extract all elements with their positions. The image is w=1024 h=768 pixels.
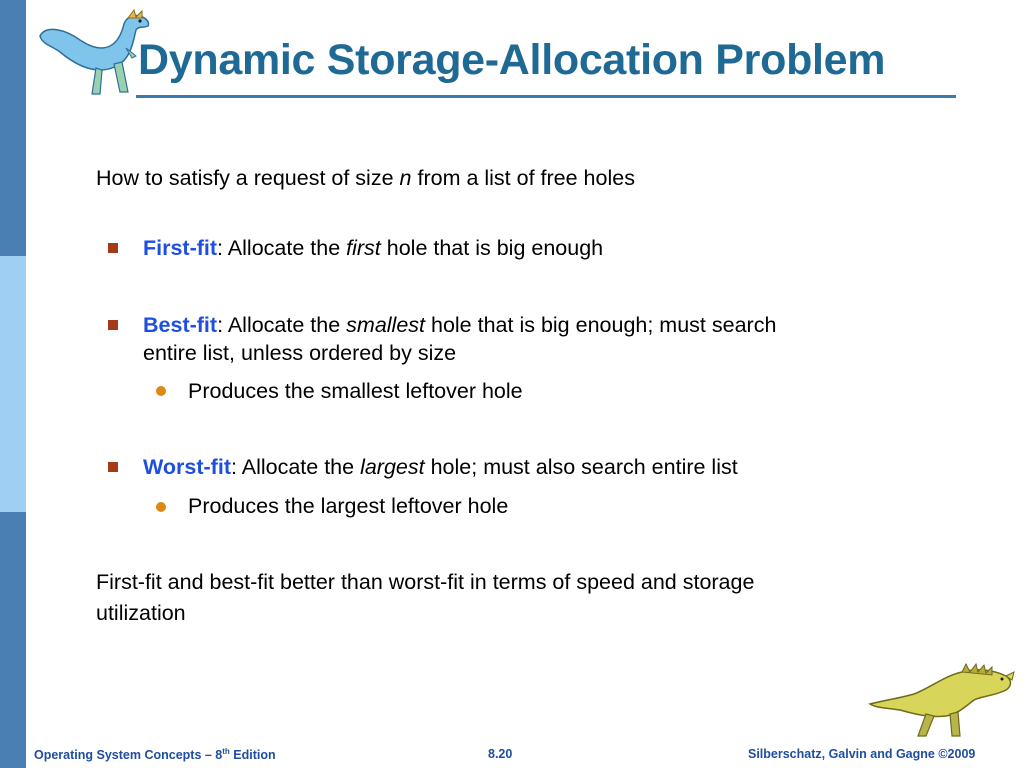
side-bar-bottom — [0, 512, 26, 768]
slide-title: Dynamic Storage-Allocation Problem — [138, 36, 886, 84]
intro-text: How to satisfy a request of size — [96, 166, 400, 190]
square-bullet-icon — [108, 320, 118, 330]
side-bar — [0, 0, 26, 768]
side-bar-middle — [0, 256, 26, 512]
page-number: 8.20 — [488, 747, 513, 761]
side-bar-top — [0, 0, 26, 256]
bullet-text: : Allocate the — [217, 313, 347, 337]
footer-course-prefix: Operating System Concepts – 8 — [34, 748, 223, 763]
bullet-emphasis: largest — [360, 455, 425, 479]
bullet-emphasis: first — [346, 236, 381, 260]
bullet-text-end: hole that is big enough — [380, 236, 604, 260]
bullet-text: : Allocate the — [217, 236, 347, 260]
bullet-best-fit-line2: entire list, unless ordered by size — [143, 341, 457, 365]
term-best-fit: Best-fit — [143, 313, 218, 337]
dot-bullet-icon — [156, 502, 166, 512]
bullet-first-fit — [143, 236, 603, 262]
bullet-emphasis: smallest — [346, 313, 426, 337]
conclusion-line-1: First-fit and best-fit better than worst-fit in terms of speed and storage — [96, 570, 755, 594]
intro-variable: n — [399, 166, 412, 190]
bullet-text-end: hole; must also search entire list — [424, 455, 738, 479]
dot-bullet-icon — [156, 386, 166, 396]
term-first-fit: First-fit — [143, 236, 218, 260]
footer-authors: Silberschatz, Galvin and Gagne ©2009 — [748, 747, 976, 761]
intro-line — [96, 166, 635, 192]
footer-course-title — [34, 747, 276, 762]
sub-bullet-best-fit: Produces the smallest leftover hole — [188, 379, 523, 403]
sub-bullet-worst-fit: Produces the largest leftover hole — [188, 494, 509, 518]
bullet-text: : Allocate the — [230, 455, 361, 479]
bullet-best-fit — [143, 313, 776, 339]
footer-course-suffix: Edition — [229, 748, 276, 763]
dinosaur-icon — [866, 660, 1016, 740]
title-divider — [136, 95, 956, 98]
intro-text-end: from a list of free holes — [411, 166, 635, 190]
bullet-text-end: hole that is big enough; must search — [425, 313, 777, 337]
term-worst-fit: Worst-fit — [143, 455, 231, 479]
bullet-worst-fit — [143, 455, 738, 481]
square-bullet-icon — [108, 462, 118, 472]
conclusion-line-2: utilization — [96, 601, 186, 625]
square-bullet-icon — [108, 243, 118, 253]
footer-course-sup: th — [222, 747, 230, 756]
